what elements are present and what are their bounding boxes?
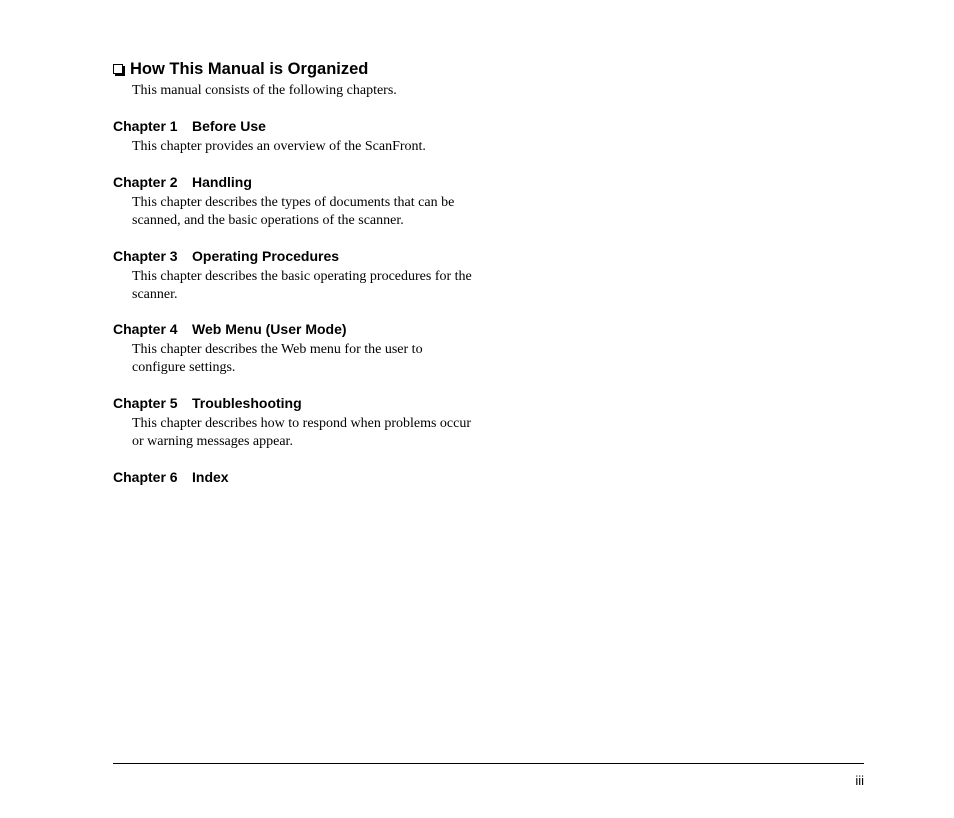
section-heading — [113, 59, 368, 79]
chapter-description: This chapter describes the basic operating procedures for the scanner. — [132, 269, 472, 302]
chapter-5-heading — [113, 394, 493, 412]
chapter-title: Web Menu (User Mode) — [192, 321, 347, 337]
chapter-number: Chapter 6 — [113, 469, 178, 485]
chapter-number: Chapter 5 — [113, 395, 178, 411]
chapter-1-heading — [113, 117, 493, 135]
chapter-number: Chapter 3 — [113, 248, 178, 264]
chapter-description: This chapter provides an overview of the ScanFront. — [132, 139, 426, 154]
chapter-number: Chapter 1 — [113, 118, 178, 134]
chapter-number: Chapter 2 — [113, 174, 178, 190]
chapter-description: This chapter describes the types of documents that can be scanned, and the basic operations of the scanner. — [132, 195, 455, 228]
chapter-2 — [113, 173, 493, 230]
chapter-title: Before Use — [192, 118, 266, 134]
chapter-4-heading — [113, 320, 493, 338]
section-heading-text: How This Manual is Organized — [130, 60, 369, 78]
chapter-title: Operating Procedures — [192, 248, 340, 264]
chapter-4 — [113, 320, 493, 377]
checkbox-bullet-icon — [113, 64, 123, 74]
footer-divider — [113, 763, 864, 764]
chapter-title: Index — [192, 469, 229, 485]
page-number: iii — [855, 773, 864, 788]
chapter-6 — [113, 468, 493, 486]
chapter-3-heading — [113, 247, 493, 265]
chapter-5 — [113, 394, 493, 451]
chapter-description: This chapter describes how to respond when problems occur or warning messages appear. — [132, 416, 472, 449]
chapter-title: Troubleshooting — [192, 395, 302, 411]
chapter-1 — [113, 117, 493, 156]
chapter-2-heading — [113, 173, 493, 191]
section-intro: This manual consists of the following chapters. — [132, 83, 397, 98]
chapter-6-heading — [113, 468, 493, 486]
chapter-description: This chapter describes the Web menu for the user to configure settings. — [132, 342, 423, 375]
chapter-3 — [113, 247, 493, 304]
chapter-title: Handling — [192, 174, 252, 190]
chapter-number: Chapter 4 — [113, 321, 178, 337]
